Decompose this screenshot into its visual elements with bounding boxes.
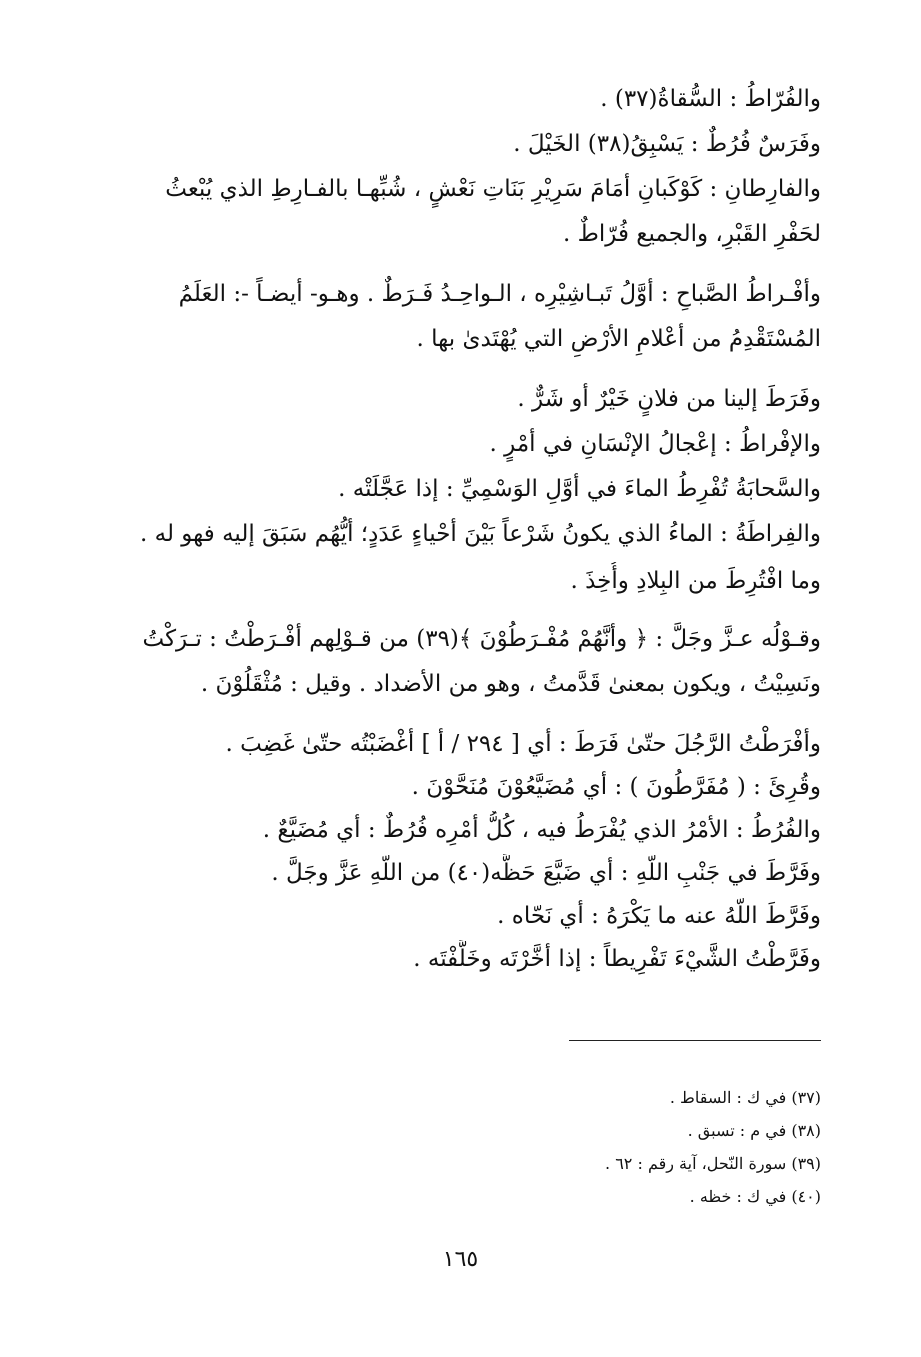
entry-line: وقـوْلُه عـزَّ وجَلَّ : ﴿ وأنَّهُمْ مُفْـرَطُوْنَ ﴾(٣٩) من قـوْلِهم أفْـرَطْتُ : تـرَكْتُ [142, 626, 821, 652]
entry-line: والفِراطَةُ : الماءُ الذي يكونُ شَرْعاً بَيْنَ أحْياءٍ عَدَدٍ؛ أيُّهُم سَبَقَ إليه فهو له . [140, 521, 821, 547]
entry-line: المُسْتَقْدِمُ من أعْلامِ الأرْضِ التي يُهْتَدىٰ بها . [416, 326, 821, 352]
entry-line: والفارِطانِ : كَوْكَبانِ أمَامَ سَرِيْرِ بَنَاتِ نَعْشٍ ، شُبِّهـا بالفـارِطِ الذي يُبْعثُ [165, 176, 821, 202]
entry-line: والفُرّاطُ : السُّقاةُ(٣٧) . [600, 86, 821, 112]
entry-line: وأفْـراطُ الصَّباحِ : أوَّلُ تَبـاشِيْرِه ، الـواحِـدُ فَـرَطٌ . وهـو- أيضـاً -: العَلَمُ [178, 281, 821, 307]
entry-line: ونَسِيْتُ ، ويكون بمعنىٰ قَدَّمتُ ، وهو من الأضداد . وقيل : مُثْقَلُوْنَ . [200, 671, 821, 697]
entry-line: والسَّحابَةُ تُفْرِطُ الماءَ في أوَّلِ الوَسْمِيِّ : إذا عَجَّلَتْه . [338, 476, 821, 502]
page-number: ١٦٥ [442, 1247, 479, 1272]
footnote: (٣٩) سورة النّحل، آية رقم : ٦٢ . [605, 1154, 821, 1173]
entry-line: وفَرَسٌ فُرُطٌ : يَسْبِقُ(٣٨) الخَيْلَ . [513, 131, 821, 157]
footnote: (٤٠) في ك : خظه . [689, 1187, 821, 1206]
entry-line: والإفْراطُ : إعْجالُ الإنْسَانِ في أمْرٍ . [489, 431, 821, 457]
entry-line: وفَرَّطَ اللّهُ عنه ما يَكْرَهُ : أي نَحّاه . [497, 903, 821, 929]
entry-line: وقُرِئَ : ( مُفَرَّطُونَ ) : أي مُضَيَّعُوْنَ مُنَحَّوْنَ . [411, 774, 821, 800]
entry-line: وفَرَّطْتُ الشَّيْءَ تَفْرِيطاً : إذا أخَّرْتَه وخَلَّفْتَه . [413, 946, 821, 972]
entry-line: وما افْتُرِطَ من البِلادِ وأُخِذَ . [570, 568, 821, 594]
entry-line: وفَرَطَ إلينا من فلانٍ خَيْرٌ أو شَرٌّ . [517, 386, 821, 412]
entry-line: لحَفْرِ القَبْرِ، والجميع فُرّاطٌ . [563, 221, 821, 247]
entry-line: وفَرَّطَ في جَنْبِ اللّهِ : أي ضَيَّعَ حَظَّه(٤٠) من اللّهِ عَزَّ وجَلَّ . [271, 860, 821, 886]
footnote-separator [569, 1040, 821, 1041]
entry-line: وأفْرَطْتُ الرَّجُلَ حتّىٰ فَرَطَ : أي [ ٢٩٤ / أ ] أغْضَبْتُه حتّىٰ غَضِبَ . [225, 731, 821, 757]
entry-line: والفُرُطُ : الأمْرُ الذي يُفْرَطُ فيه ، كُلُّ أمْرِه فُرُطٌ : أي مُضَيَّعٌ . [262, 817, 821, 843]
footnote: (٣٨) في م : تسبق . [687, 1121, 821, 1140]
footnote: (٣٧) في ك : السقاط . [669, 1088, 821, 1107]
